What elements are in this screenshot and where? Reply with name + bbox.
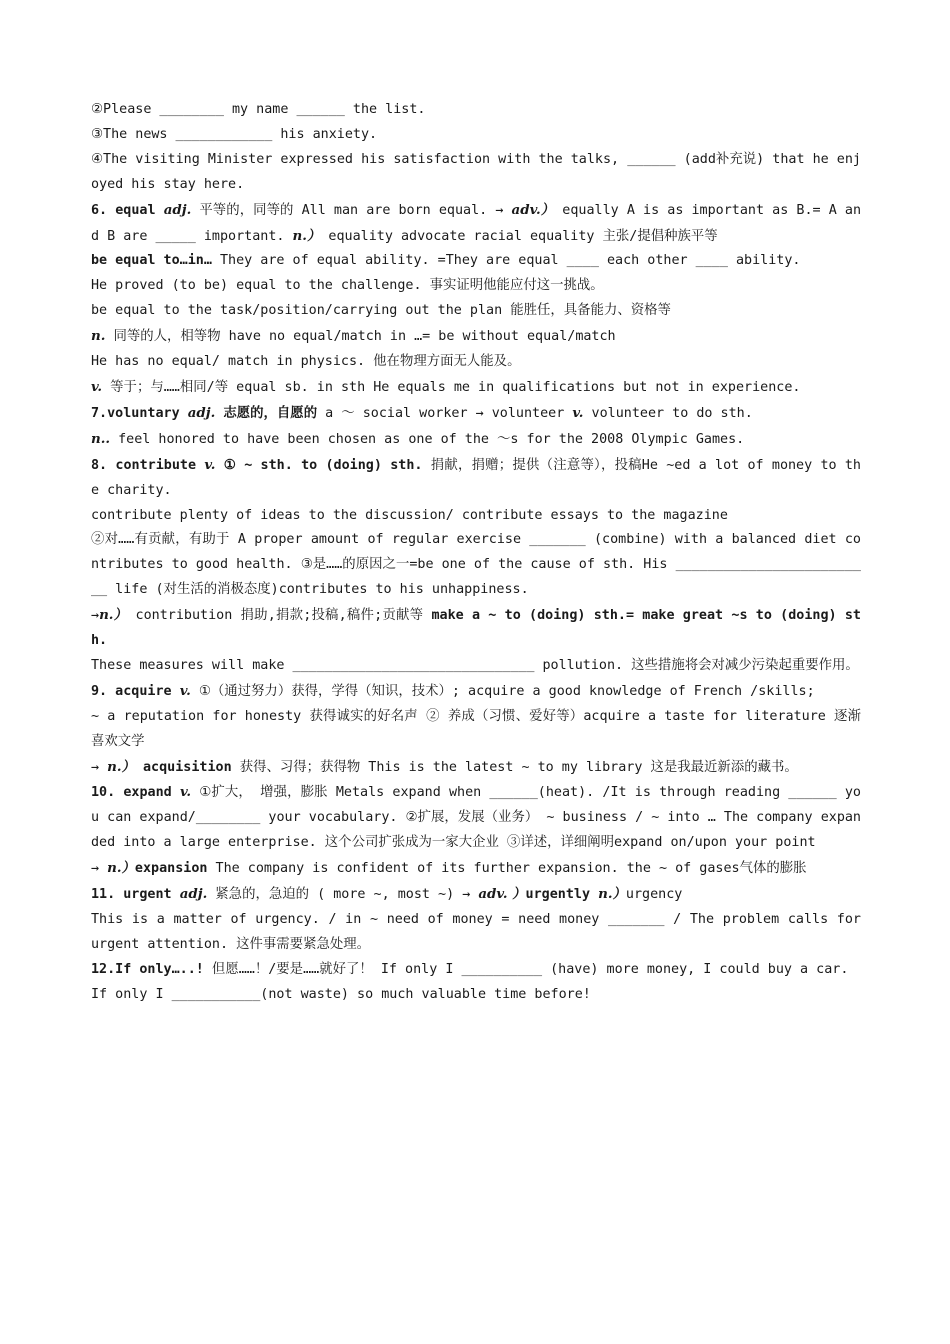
entry-line (91, 324, 861, 350)
entry-urgent (91, 882, 861, 908)
entry-meaning: 志愿的，自愿的 (215, 405, 318, 421)
pos-label: v. (572, 404, 584, 421)
entry-headword: 6. equal (91, 202, 156, 218)
arrow: → (91, 861, 100, 877)
pos-label: n.） (598, 886, 626, 903)
entry-line (91, 856, 861, 882)
entry-headword: 10. expand (91, 785, 172, 801)
entry-text: ①（通过努力）获得，学得（知识，技术）; acquire a good knowledge of French /skills; (190, 683, 815, 699)
pos-label: adj. (187, 404, 216, 421)
pos-label: n.） (292, 227, 321, 244)
pos-label: n.） (99, 607, 128, 624)
entry-line: If only I ___________(not waste) so much valuable time before! (91, 986, 591, 1002)
entry-text: 同等的人，相等物 have no equal/match in …= be without equal/match (105, 329, 616, 345)
entry-headword: 9. acquire (91, 683, 172, 699)
pos-label: n.） (107, 860, 135, 877)
pos-label: adv. ） (478, 886, 526, 903)
pos-label: v. (204, 456, 216, 473)
entry-line: These measures will make ______________________________ pollution. 这些措施将会对减少污染起重要作用。 (91, 657, 859, 673)
entry-headword: 7.voluntary (91, 405, 180, 421)
arrow: → (91, 759, 100, 775)
derived-word: acquisition (134, 759, 232, 775)
phrase: be equal to…in… (91, 253, 212, 269)
entry-contribute (91, 453, 861, 504)
pos-label: n.. (91, 430, 111, 447)
entry-text: equally A is as important as B.= A and B are _____ important. (91, 202, 862, 244)
entry-text: volunteer to do sth. (583, 405, 753, 421)
pos-label: adv.） (511, 201, 555, 218)
entry-text: ①扩大， 增强，膨胀 Metals expand when ______(heat). /It is through reading ______ you can expand/________ your vocabulary. ②扩展，发展（业务） ~ business / ~ into … The company expanded into a large enterprise. 这个公司扩张成为一家大企业 ③详述，详细阐明expand on/upon your point (91, 785, 861, 851)
entry-equal (91, 198, 861, 250)
entry-expand (91, 780, 861, 856)
pos-label: n.） (107, 758, 135, 775)
pos-label: v. (179, 784, 192, 801)
entry-text: The company is confident of its further expansion. the ~ of gases气体的膨胀 (207, 861, 807, 877)
document-page (91, 98, 861, 1008)
entry-line (91, 755, 861, 781)
entry-text: 平等的，同等的 All man are born equal. → (199, 202, 512, 218)
exercise-line: ③The news ____________ his anxiety. (91, 126, 378, 142)
exercise-line: ②Please ________ my name ______ the list. (91, 102, 426, 117)
entry-text: 但愿……！/要是……就好了！ If only I __________ (have) more money, I could buy a car. (203, 961, 849, 977)
entry-text: 获得、习得；获得物 This is the latest ~ to my library 这是我最近新添的藏书。 (231, 759, 798, 775)
phrase: ① ~ sth. to (doing) sth. (215, 457, 423, 473)
entry-text: equality advocate racial equality 主张/提倡种族平等 (320, 228, 718, 244)
derived-word: expansion (134, 861, 208, 877)
entry-line: contribute plenty of ideas to the discussion/ contribute essays to the magazine (91, 507, 728, 523)
entry-line: This is a matter of urgency. / in ~ need of money = need money _______ / The problem calls for urgent attention. 这件事需要紧急处理。 (91, 912, 861, 952)
derived-word: urgency (625, 887, 683, 903)
pos-label: v. (91, 378, 103, 395)
entry-text: They are of equal ability. =They are equal ____ each other ____ ability. (211, 253, 801, 269)
entry-text: contribution 捐助,捐款;投稿,稿件;贡献等 (127, 608, 432, 624)
entry-line: ~ a reputation for honesty 获得诚实的好名声 ② 养成（习惯、爱好等）acquire a taste for literature 逐渐喜欢文学 (91, 708, 861, 749)
entry-text: 紧急的，急迫的 ( more ~, most ~) → (207, 887, 479, 903)
pos-label: adj. (163, 201, 192, 218)
entry-if-only (91, 958, 861, 983)
entry-line: He has no equal/ match in physics. 他在物理方面无人能及。 (91, 354, 521, 370)
entry-line: He proved (to be) equal to the challenge. 事实证明他能应付这一挑战。 (91, 278, 604, 294)
entry-headword: 11. urgent (91, 887, 172, 903)
exercise-line: ④The visiting Minister expressed his satisfaction with the talks, ______ (add补充说) that he enjoyed his stay here. (91, 151, 861, 192)
entry-line: be equal to the task/position/carrying out the plan 能胜任，具备能力、资格等 (91, 303, 671, 319)
derived-word: urgently (525, 887, 599, 903)
pos-label: adj. (179, 886, 208, 903)
entry-text: a ～ social worker → volunteer (317, 405, 573, 421)
entry-line: ②对……有贡献，有助于 A proper amount of regular exercise _______ (combine) with a balanced diet contributes to good health. ③是……的原因之一=be one of the cause of sth. His _________________________ life (对生活的消极态度)contributes to his unhappiness. (91, 532, 861, 598)
entry-headword: 12.If only…..! (91, 961, 204, 977)
entry-line (91, 375, 861, 401)
entry-voluntary (91, 401, 861, 427)
entry-text: feel honored to have been chosen as one of the ～s for the 2008 Olympic Games. (110, 431, 745, 447)
phrase: make a ~ to (doing) sth.= make great ~s to (doing) sth. (91, 608, 861, 649)
entry-line (91, 427, 861, 453)
entry-headword: 8. contribute (91, 457, 197, 473)
entry-text: 捐献，捐赠；提供（注意等），投稿He ~ed a lot of money to the charity. (91, 457, 861, 498)
entry-line (91, 603, 861, 654)
pos-label: n. (91, 328, 106, 345)
entry-line (91, 249, 861, 274)
entry-acquire (91, 679, 861, 705)
pos-label: v. (179, 682, 191, 699)
arrow: → (91, 608, 100, 624)
entry-text: 等于；与……相同/等 equal sb. in sth He equals me in qualifications but not in experience. (102, 379, 801, 395)
